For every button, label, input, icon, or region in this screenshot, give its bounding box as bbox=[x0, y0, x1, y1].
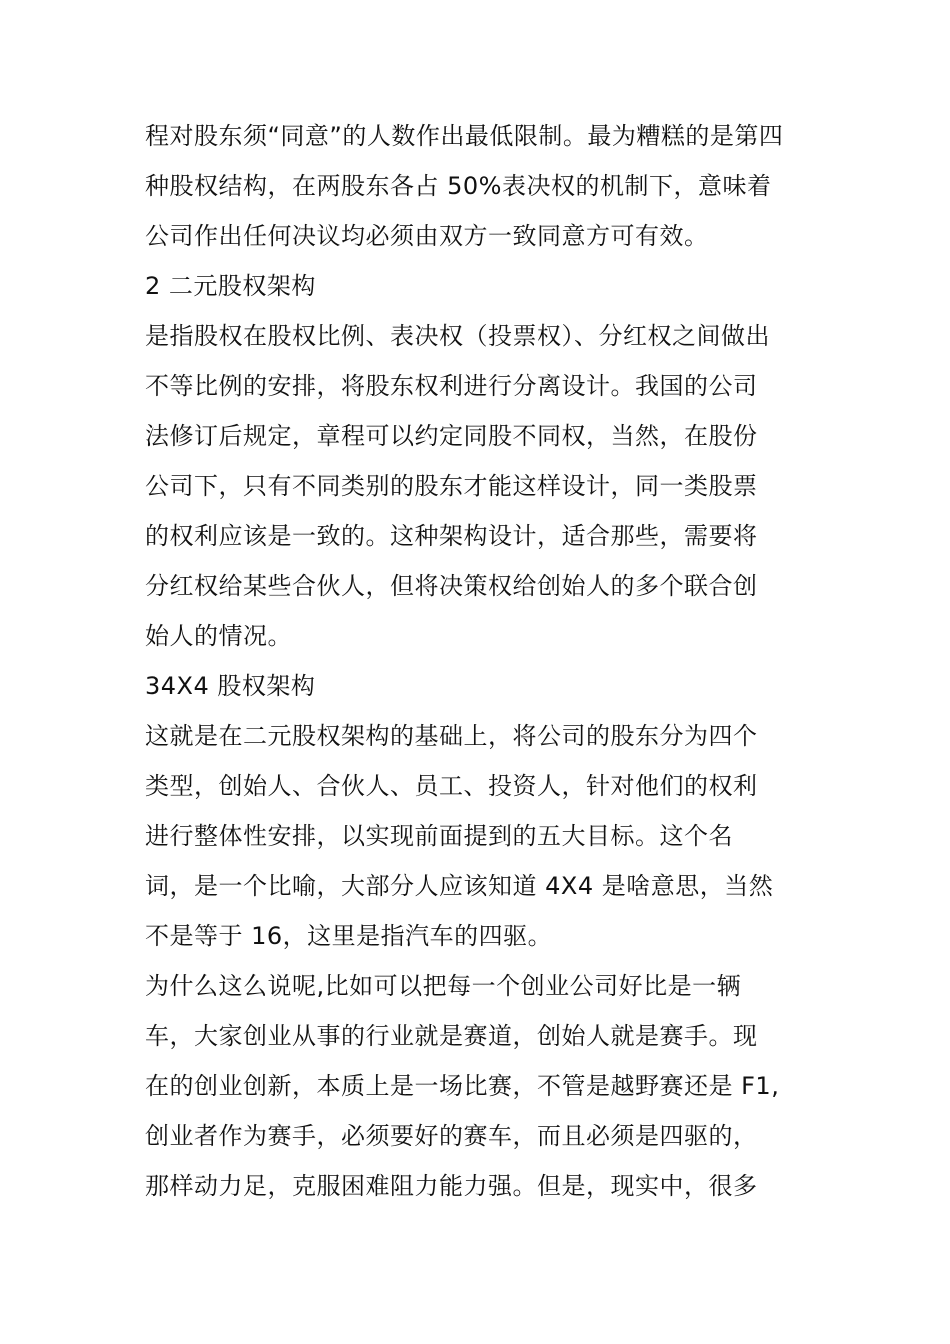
paragraph-line: 类型，创始人、合伙人、员工、投资人，针对他们的权利 bbox=[145, 772, 758, 800]
paragraph-line: 车，大家创业从事的行业就是赛道，创始人就是赛手。现 bbox=[145, 1022, 758, 1050]
document-body bbox=[145, 111, 825, 1211]
paragraph-line: 为什么这么说呢,比如可以把每一个创业公司好比是一辆 bbox=[145, 972, 742, 1000]
paragraph-line: 不等比例的安排，将股东权利进行分离设计。我国的公司 bbox=[145, 372, 758, 400]
paragraph-line: 法修订后规定，章程可以约定同股不同权，当然，在股份 bbox=[145, 422, 758, 450]
section-heading: 2 二元股权架构 bbox=[145, 272, 316, 300]
paragraph-line: 公司作出任何决议均必须由双方一致同意方可有效。 bbox=[145, 222, 709, 250]
paragraph-line: 分红权给某些合伙人，但将决策权给创始人的多个联合创 bbox=[145, 572, 758, 600]
paragraph-line: 公司下，只有不同类别的股东才能这样设计，同一类股票 bbox=[145, 472, 758, 500]
paragraph-line: 始人的情况。 bbox=[145, 622, 292, 650]
paragraph-line: 进行整体性安排，以实现前面提到的五大目标。这个名 bbox=[145, 822, 733, 850]
paragraph-line: 这就是在二元股权架构的基础上，将公司的股东分为四个 bbox=[145, 722, 758, 750]
paragraph-line: 那样动力足，克服困难阻力能力强。但是，现实中，很多 bbox=[145, 1172, 758, 1200]
paragraph-line: 在的创业创新，本质上是一场比赛，不管是越野赛还是 F1, bbox=[145, 1072, 780, 1100]
paragraph-line: 词，是一个比喻，大部分人应该知道 4X4 是啥意思，当然 bbox=[145, 872, 774, 900]
paragraph-line: 创业者作为赛手，必须要好的赛车，而且必须是四驱的， bbox=[145, 1122, 758, 1150]
section-heading: 34X4 股权架构 bbox=[145, 672, 316, 700]
paragraph-line: 种股权结构，在两股东各占 50%表决权的机制下，意味着 bbox=[145, 172, 772, 200]
paragraph-line: 不是等于 16，这里是指汽车的四驱。 bbox=[145, 922, 553, 950]
paragraph-line: 程对股东须“同意”的人数作出最低限制。最为糟糕的是第四 bbox=[145, 122, 784, 150]
paragraph-line: 是指股权在股权比例、表决权（投票权）、分红权之间做出 bbox=[145, 322, 770, 350]
paragraph-line: 的权利应该是一致的。这种架构设计，适合那些，需要将 bbox=[145, 522, 758, 550]
